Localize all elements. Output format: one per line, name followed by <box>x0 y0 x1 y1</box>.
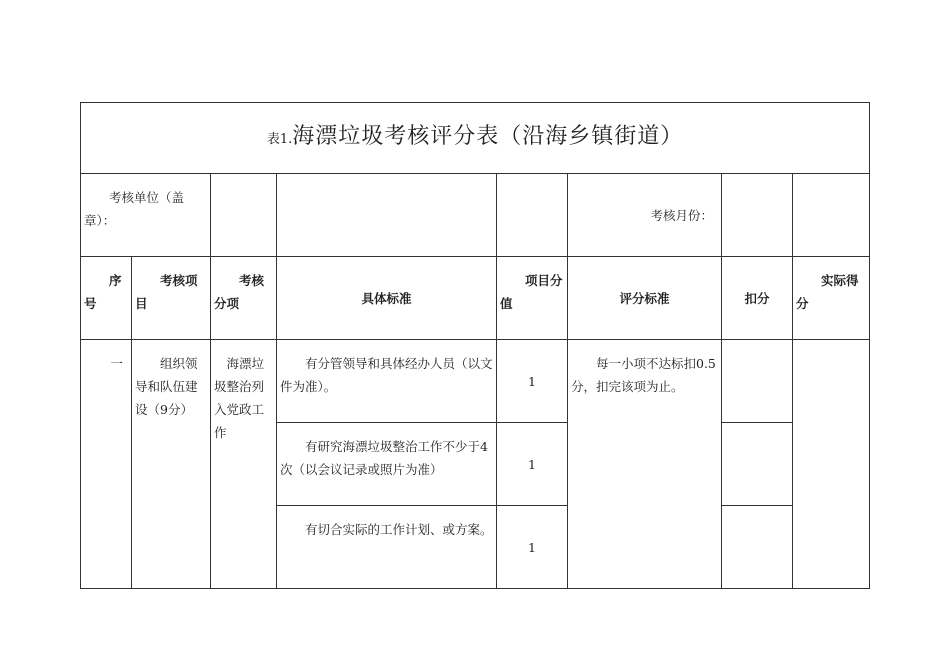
title-prefix: 表1. <box>266 132 293 147</box>
deduct-cell[interactable] <box>722 423 793 506</box>
unit-blank-cell[interactable] <box>211 174 277 257</box>
header-subitem: 考核分项 <box>211 257 277 340</box>
points-cell: 1 <box>497 506 568 589</box>
section-subitem: 海漂垃圾整治列入党政工作 <box>211 340 277 589</box>
header-row <box>81 257 870 340</box>
header-seq: 序号 <box>81 257 132 340</box>
page-title: 海漂垃圾考核评分表（沿海乡镇街道） <box>292 124 684 149</box>
month-value-cell[interactable] <box>722 174 793 257</box>
month-label: 考核月份： <box>568 174 722 257</box>
header-points: 项目分值 <box>497 257 568 340</box>
section-item: 组织领导和队伍建设（9分） <box>132 340 211 589</box>
title-row <box>81 103 870 174</box>
unit-extra-cell[interactable] <box>497 174 568 257</box>
points-cell: 1 <box>497 340 568 423</box>
criteria-cell: 每一小项不达标扣0.5分，扣完该项为止。 <box>568 340 722 589</box>
section-seq: 一 <box>81 340 132 589</box>
header-standard: 具体标准 <box>277 257 497 340</box>
table-row <box>81 340 870 423</box>
header-actual: 实际得分 <box>793 257 870 340</box>
points-cell: 1 <box>497 423 568 506</box>
deduct-cell[interactable] <box>722 506 793 589</box>
score-table <box>80 102 870 589</box>
standard-cell: 有切合实际的工作计划、或方案。 <box>277 506 497 589</box>
header-item: 考核项目 <box>132 257 211 340</box>
unit-value-cell[interactable] <box>277 174 497 257</box>
header-criteria: 评分标准 <box>568 257 722 340</box>
standard-cell: 有分管领导和具体经办人员（以文件为准）。 <box>277 340 497 423</box>
header-deduct: 扣分 <box>722 257 793 340</box>
unit-label: 考核单位（盖章）： <box>81 174 211 257</box>
deduct-cell[interactable] <box>722 340 793 423</box>
standard-cell: 有研究海漂垃圾整治工作不少于4次（以会议记录或照片为准） <box>277 423 497 506</box>
title-cell <box>81 103 870 174</box>
month-extra-cell[interactable] <box>793 174 870 257</box>
actual-score-cell[interactable] <box>793 340 870 589</box>
unit-row <box>81 174 870 257</box>
